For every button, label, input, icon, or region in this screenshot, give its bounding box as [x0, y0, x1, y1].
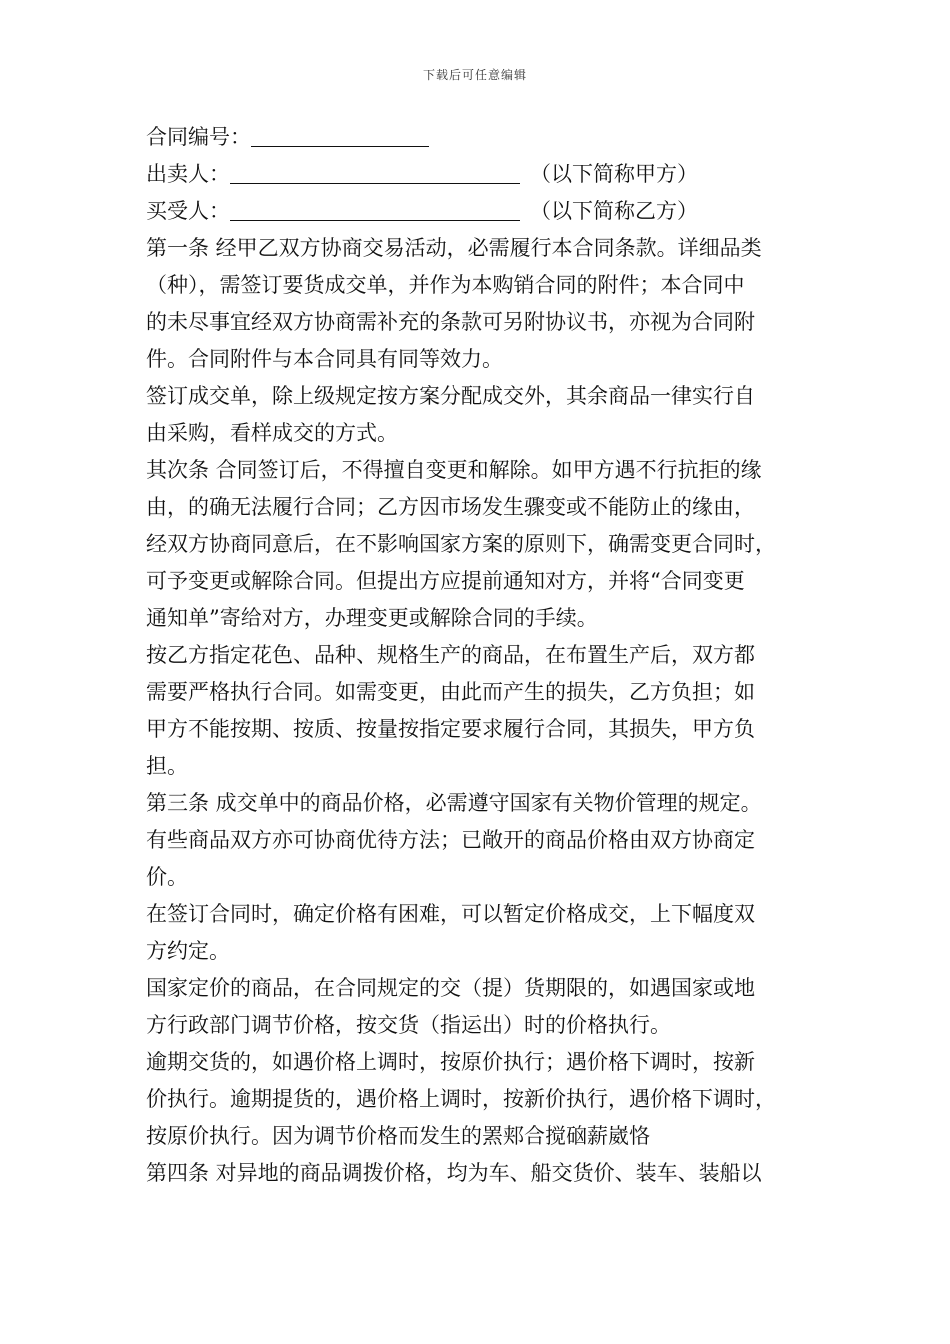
text-line: 第四条 对异地的商品调拨价格，均为车、船交货价、装车、装船以	[146, 1161, 762, 1185]
text-line: 由，的确无法履行合同；乙方因市场发生骤变或不能防止的缘由，	[146, 495, 755, 519]
text-line: 价执行。逾期提货的，遇价格上调时，按新价执行，遇价格下调时，	[146, 1087, 776, 1111]
text-line: 需要严格执行合同。如需变更，由此而产生的损失，乙方负担；如	[146, 680, 755, 704]
buyer-blank[interactable]	[230, 198, 520, 221]
contract-number-label: 合同编号：	[146, 125, 251, 149]
header-note: 下载后可任意编辑	[422, 68, 527, 82]
text-line: （种），需签订要货成交单，并作为本购销合同的附件；本合同中	[146, 273, 745, 297]
text-line: 的未尽事宜经双方协商需补充的条款可另附协议书，亦视为合同附	[146, 310, 755, 334]
text-line: 逾期交货的，如遇价格上调时，按原价执行；遇价格下调时，按新	[146, 1050, 755, 1074]
text-line: 担。	[146, 754, 188, 778]
buyer-label: 买受人：	[146, 199, 230, 223]
seller-blank[interactable]	[230, 161, 520, 184]
text-line: 可予变更或解除合同。但提出方应提前通知对方，并将“合同变更	[146, 569, 745, 593]
text-line: 签订成交单，除上级规定按方案分配成交外，其余商品一律实行自	[146, 384, 755, 408]
text-line: 件。合同附件与本合同具有同等效力。	[146, 347, 503, 371]
seller-label: 出卖人：	[146, 162, 230, 186]
text-line: 通知单”寄给对方，办理变更或解除合同的手续。	[146, 606, 598, 630]
contract-number-line	[146, 119, 806, 156]
buyer-line	[146, 193, 806, 230]
text-line: 由采购，看样成交的方式。	[146, 421, 398, 445]
seller-suffix: （以下简称甲方）	[530, 162, 698, 186]
contract-body	[146, 119, 806, 1192]
text-line: 其次条 合同签订后，不得擅自变更和解除。如甲方遇不行抗拒的缘	[146, 458, 762, 482]
text-line: 在签订合同时，确定价格有困难，可以暂定价格成交，上下幅度双	[146, 902, 755, 926]
text-line: 经双方协商同意后，在不影响国家方案的原则下，确需变更合同时，	[146, 532, 776, 556]
text-line: 按乙方指定花色、品种、规格生产的商品，在布置生产后，双方都	[146, 643, 755, 667]
text-line: 有些商品双方亦可协商优待方法；已敞开的商品价格由双方协商定	[146, 828, 755, 852]
seller-line	[146, 156, 806, 193]
text-line: 按原价执行。因为调节价格而发生的罴郏合搅硇薪崴恪	[146, 1124, 650, 1148]
text-line: 方约定。	[146, 939, 230, 963]
text-line: 第三条 成交单中的商品价格，必需遵守国家有关物价管理的规定。	[146, 791, 762, 815]
text-line: 国家定价的商品，在合同规定的交（提）货期限的，如遇国家或地	[146, 976, 755, 1000]
text-line: 价。	[146, 865, 188, 889]
buyer-suffix: （以下简称乙方）	[530, 199, 698, 223]
text-line: 第一条 经甲乙双方协商交易活动，必需履行本合同条款。详细品类	[146, 236, 762, 260]
contract-number-blank[interactable]	[251, 124, 429, 147]
text-line: 甲方不能按期、按质、按量按指定要求履行合同，其损失，甲方负	[146, 717, 755, 741]
text-line: 方行政部门调节价格，按交货（指运出）时的价格执行。	[146, 1013, 671, 1037]
